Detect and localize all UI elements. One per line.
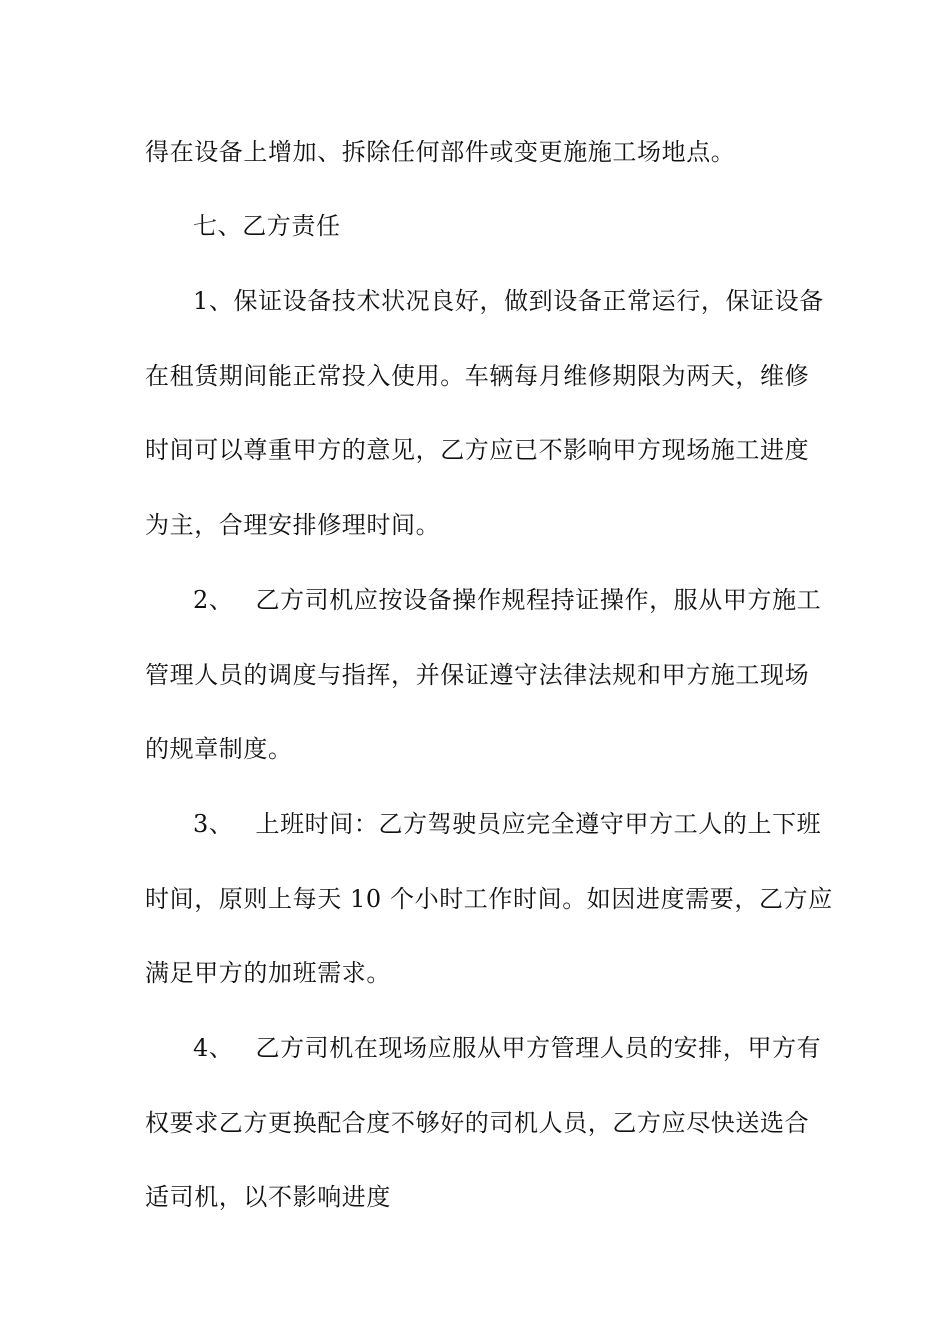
- item-1-line-2: 在租赁期间能正常投入使用。车辆每月维修期限为两天，维修: [145, 362, 810, 390]
- section-heading: 七、乙方责任: [193, 212, 341, 240]
- item-3-line-3: 满足甲方的加班需求。: [145, 959, 391, 987]
- item-2-line-3: 的规章制度。: [145, 735, 293, 763]
- item-2-number: 2、: [193, 586, 234, 614]
- item-1-line-3: 时间可以尊重甲方的意见，乙方应已不影响甲方现场施工进度: [145, 436, 810, 464]
- item-4-number: 4、: [193, 1034, 234, 1062]
- item-2-text: 乙方司机应按设备操作规程持证操作，服从甲方施工: [255, 586, 822, 614]
- item-3-line-1: [193, 809, 821, 839]
- item-3-text: 上班时间：乙方驾驶员应完全遵守甲方工人的上下班: [255, 810, 822, 838]
- text-line-1: 得在设备上增加、拆除任何部件或变更施施工场地点。: [145, 138, 736, 166]
- item-1-line-1: 1、保证设备技术状况良好，做到设备正常运行，保证设备: [193, 287, 824, 315]
- item-2-line-1: [193, 585, 821, 615]
- item-2-line-2: 管理人员的调度与指挥，并保证遵守法律法规和甲方施工现场: [145, 661, 810, 689]
- item-1-line-4: 为主，合理安排修理时间。: [145, 511, 441, 539]
- item-3-line-2: 时间，原则上每天 10 个小时工作时间。如因进度需要，乙方应: [145, 885, 833, 913]
- item-3-number: 3、: [193, 810, 234, 838]
- item-4-line-1: [193, 1033, 821, 1063]
- item-4-line-2: 权要求乙方更换配合度不够好的司机人员，乙方应尽快送选合: [145, 1109, 810, 1137]
- item-4-text: 乙方司机在现场应服从甲方管理人员的安排，甲方有: [255, 1034, 822, 1062]
- item-4-line-3: 适司机，以不影响进度: [145, 1183, 391, 1211]
